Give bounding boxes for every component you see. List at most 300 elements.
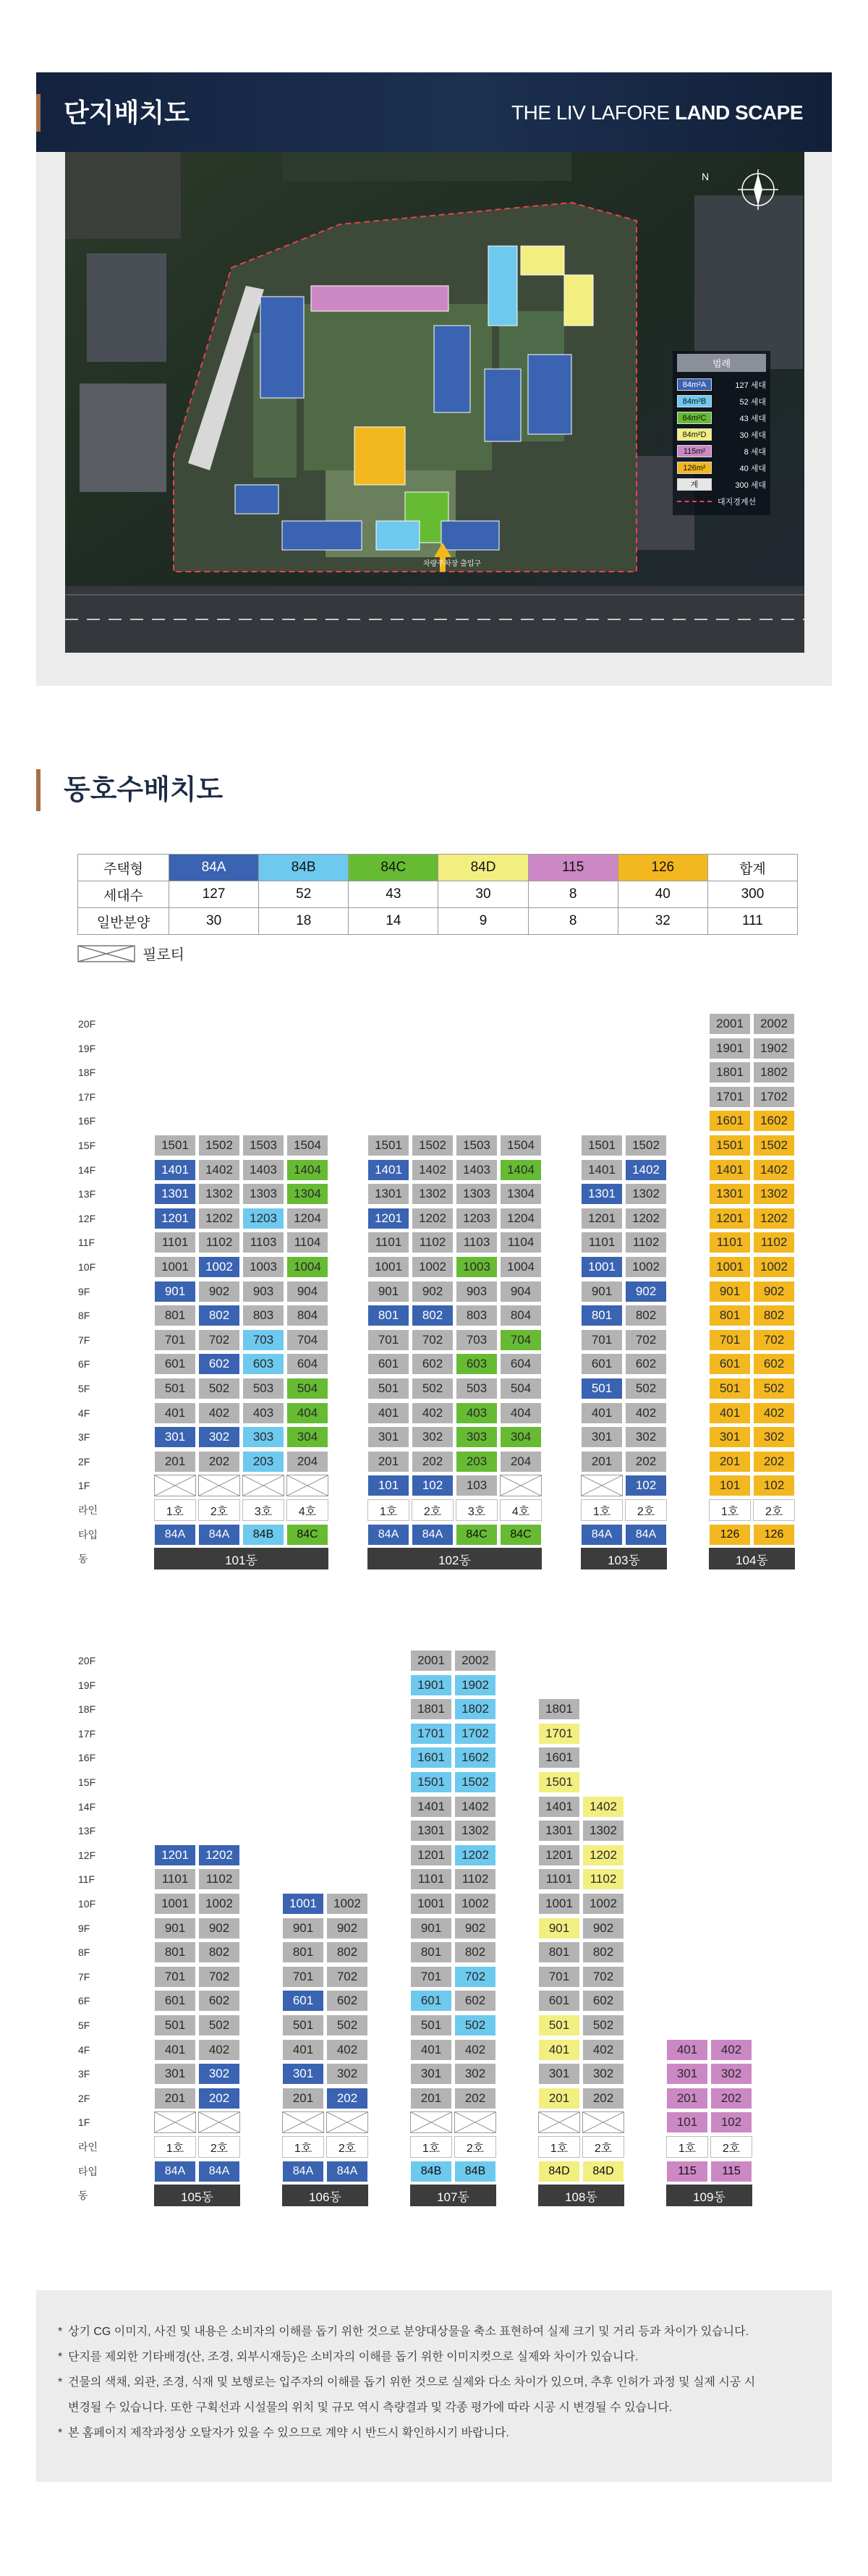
unit-cell: 1602 bbox=[753, 1110, 795, 1132]
unit-cell: 501 bbox=[581, 1378, 623, 1399]
unit-cell: 301 bbox=[154, 2063, 196, 2085]
unit-cell: 1301 bbox=[709, 1183, 751, 1205]
unit-cell: 701 bbox=[538, 1966, 580, 1988]
unit-cell: 1402 bbox=[412, 1159, 454, 1181]
unit-cell: 801 bbox=[581, 1305, 623, 1326]
line-cell: 2호 bbox=[198, 2136, 240, 2158]
unit-cell: 602 bbox=[198, 1353, 240, 1375]
section-accent-bar bbox=[36, 769, 41, 811]
unit-cell: 702 bbox=[625, 1329, 667, 1351]
piloti-cell bbox=[286, 1475, 328, 1496]
summary-cell: 111 bbox=[707, 908, 797, 935]
floor-label: 3F bbox=[78, 2068, 90, 2080]
summary-header-cell: 84B bbox=[259, 855, 349, 881]
unit-cell: 701 bbox=[410, 1966, 452, 1988]
floor-label: 8F bbox=[78, 1946, 90, 1959]
floor-label: 2F bbox=[78, 2092, 90, 2104]
unit-cell: 703 bbox=[242, 1329, 284, 1351]
summary-cell: 32 bbox=[618, 908, 707, 935]
unit-cell: 1304 bbox=[500, 1183, 542, 1205]
unit-cell: 202 bbox=[454, 2088, 496, 2109]
piloti-legend bbox=[77, 943, 184, 964]
floor-label: 14F bbox=[78, 1164, 96, 1176]
unit-cell: 802 bbox=[582, 1941, 624, 1963]
unit-cell: 702 bbox=[412, 1329, 454, 1351]
unit-cell: 801 bbox=[538, 1941, 580, 1963]
piloti-cell bbox=[242, 1475, 284, 1496]
unit-cell: 1801 bbox=[538, 1698, 580, 1720]
summary-cell: 14 bbox=[349, 908, 438, 935]
unit-cell: 101 bbox=[367, 1475, 409, 1496]
unit-cell: 904 bbox=[500, 1281, 542, 1302]
unit-cell: 801 bbox=[367, 1305, 409, 1326]
unit-cell: 201 bbox=[666, 2088, 708, 2109]
unit-cell: 303 bbox=[456, 1426, 498, 1448]
unit-cell: 1502 bbox=[454, 1771, 496, 1793]
summary-cell: 18 bbox=[259, 908, 349, 935]
unit-cell: 401 bbox=[154, 2039, 196, 2061]
title-accent-bar bbox=[36, 94, 41, 132]
line-cell: 1호 bbox=[367, 1499, 409, 1521]
unit-cell: 402 bbox=[753, 1402, 795, 1424]
unit-cell: 1401 bbox=[154, 1159, 196, 1181]
unit-cell: 1702 bbox=[454, 1723, 496, 1745]
unit-cell: 302 bbox=[753, 1426, 795, 1448]
unit-cell: 1102 bbox=[582, 1868, 624, 1890]
line-cell: 3호 bbox=[242, 1499, 284, 1521]
summary-header-cell: 84D bbox=[438, 855, 528, 881]
unit-cell: 603 bbox=[456, 1353, 498, 1375]
floor-label: 20F bbox=[78, 1655, 96, 1666]
line-cell: 2호 bbox=[326, 2136, 368, 2158]
unit-cell: 402 bbox=[198, 2039, 240, 2061]
unit-cell: 1001 bbox=[538, 1893, 580, 1915]
unit-cell: 1202 bbox=[198, 1844, 240, 1866]
unit-cell: 1102 bbox=[198, 1868, 240, 1890]
unit-cell: 801 bbox=[154, 1305, 196, 1326]
unit-cell: 1402 bbox=[753, 1159, 795, 1181]
unit-cell: 802 bbox=[198, 1941, 240, 1963]
summary-header-cell: 주택형 bbox=[78, 855, 169, 881]
piloti-cell bbox=[326, 2111, 368, 2133]
unit-cell: 1002 bbox=[625, 1256, 667, 1278]
unit-cell: 1901 bbox=[410, 1674, 452, 1696]
unit-cell: 1102 bbox=[454, 1868, 496, 1890]
unit-cell: 604 bbox=[500, 1353, 542, 1375]
type-cell: 84C bbox=[500, 1524, 542, 1546]
site-plan-section bbox=[36, 72, 832, 686]
unit-cell: 302 bbox=[582, 2063, 624, 2085]
unit-cell: 704 bbox=[500, 1329, 542, 1351]
unit-cell: 502 bbox=[198, 1378, 240, 1399]
unit-cell: 503 bbox=[456, 1378, 498, 1399]
piloti-cell bbox=[454, 2111, 496, 2133]
unit-cell: 602 bbox=[582, 1990, 624, 2012]
type-cell: 84B bbox=[242, 1524, 284, 1546]
line-cell: 2호 bbox=[582, 2136, 624, 2158]
unit-cell: 101 bbox=[666, 2111, 708, 2133]
unit-cell: 201 bbox=[709, 1451, 751, 1473]
summary-row bbox=[78, 881, 798, 908]
unit-cell: 601 bbox=[581, 1353, 623, 1375]
unit-cell: 303 bbox=[242, 1426, 284, 1448]
unit-cell: 601 bbox=[154, 1353, 196, 1375]
summary-cell: 8 bbox=[528, 881, 618, 908]
legend-row bbox=[677, 459, 766, 476]
unit-cell: 302 bbox=[198, 2063, 240, 2085]
floor-label: 4F bbox=[78, 1407, 90, 1419]
unit-cell: 1502 bbox=[625, 1135, 667, 1156]
unit-cell: 403 bbox=[242, 1402, 284, 1424]
unit-cell: 1302 bbox=[582, 1820, 624, 1842]
unit-cell: 1701 bbox=[538, 1723, 580, 1745]
site-plan-legend bbox=[673, 351, 770, 515]
unit-cell: 302 bbox=[454, 2063, 496, 2085]
unit-cell: 901 bbox=[410, 1918, 452, 1939]
unit-cell: 803 bbox=[242, 1305, 284, 1326]
site-plan-title: 단지배치도 bbox=[64, 98, 190, 127]
floor-label: 4F bbox=[78, 2043, 90, 2056]
unit-cell: 801 bbox=[709, 1305, 751, 1326]
legend-count: 52 세대 bbox=[739, 397, 766, 407]
unit-cell: 701 bbox=[709, 1329, 751, 1351]
unit-cell: 401 bbox=[367, 1402, 409, 1424]
unit-cell: 801 bbox=[410, 1941, 452, 1963]
unit-cell: 202 bbox=[625, 1451, 667, 1473]
summary-header-cell: 115 bbox=[528, 855, 618, 881]
legend-title: 범례 bbox=[677, 354, 766, 372]
piloti-label: 필로티 bbox=[142, 947, 184, 963]
unit-cell: 902 bbox=[753, 1281, 795, 1302]
unit-cell: 1501 bbox=[154, 1135, 196, 1156]
unit-cell: 404 bbox=[500, 1402, 542, 1424]
line-cell: 2호 bbox=[198, 1499, 240, 1521]
row-label-building: 동 bbox=[78, 1553, 88, 1565]
unit-cell: 202 bbox=[412, 1451, 454, 1473]
unit-cell: 2002 bbox=[454, 1650, 496, 1672]
unit-cell: 401 bbox=[154, 1402, 196, 1424]
legend-boundary bbox=[677, 493, 766, 509]
unit-cell: 401 bbox=[538, 2039, 580, 2061]
unit-cell: 802 bbox=[412, 1305, 454, 1326]
unit-cell: 201 bbox=[410, 2088, 452, 2109]
piloti-cell bbox=[198, 1475, 240, 1496]
unit-cell: 1001 bbox=[410, 1893, 452, 1915]
unit-cell: 1203 bbox=[242, 1208, 284, 1229]
unit-cell: 1504 bbox=[500, 1135, 542, 1156]
unit-cell: 1201 bbox=[154, 1208, 196, 1229]
unit-cell: 901 bbox=[154, 1918, 196, 1939]
summary-cell: 8 bbox=[528, 908, 618, 935]
unit-cell: 1102 bbox=[753, 1232, 795, 1253]
floor-label: 18F bbox=[78, 1703, 96, 1716]
unit-cell: 402 bbox=[198, 1402, 240, 1424]
unit-cell: 901 bbox=[282, 1918, 324, 1939]
unit-cell: 1302 bbox=[454, 1820, 496, 1842]
unit-cell: 801 bbox=[154, 1941, 196, 1963]
unit-cell: 1304 bbox=[286, 1183, 328, 1205]
unit-cell: 1202 bbox=[198, 1208, 240, 1229]
unit-cell: 802 bbox=[326, 1941, 368, 1963]
floor-label: 13F bbox=[78, 1825, 96, 1837]
unit-cell: 1002 bbox=[326, 1893, 368, 1915]
unit-cell: 1101 bbox=[367, 1232, 409, 1253]
unit-cell: 602 bbox=[198, 1990, 240, 2012]
unit-cell: 501 bbox=[538, 2014, 580, 2036]
summary-cell: 30 bbox=[438, 881, 528, 908]
unit-cell: 1301 bbox=[581, 1183, 623, 1205]
unit-cell: 1102 bbox=[625, 1232, 667, 1253]
unit-cell: 601 bbox=[367, 1353, 409, 1375]
unit-cell: 601 bbox=[538, 1990, 580, 2012]
unit-cell: 1002 bbox=[454, 1893, 496, 1915]
unit-cell: 901 bbox=[154, 1281, 196, 1302]
unit-cell: 402 bbox=[454, 2039, 496, 2061]
line-cell: 2호 bbox=[412, 1499, 454, 1521]
unit-cell: 1303 bbox=[242, 1183, 284, 1205]
unit-cell: 1204 bbox=[500, 1208, 542, 1229]
legend-row bbox=[677, 393, 766, 410]
unit-cell: 602 bbox=[326, 1990, 368, 2012]
floor-label: 16F bbox=[78, 1752, 96, 1764]
unit-cell: 203 bbox=[242, 1451, 284, 1473]
unit-cell: 1202 bbox=[412, 1208, 454, 1229]
type-cell: 84A bbox=[412, 1524, 454, 1546]
line-cell: 2호 bbox=[710, 2136, 752, 2158]
legend-chip: 계 bbox=[677, 478, 712, 491]
unit-cell: 802 bbox=[625, 1305, 667, 1326]
floor-label: 2F bbox=[78, 1455, 90, 1467]
unit-cell: 1401 bbox=[367, 1159, 409, 1181]
legend-chip: 84m²B bbox=[677, 395, 712, 407]
unit-cell: 1202 bbox=[582, 1844, 624, 1866]
unit-cell: 903 bbox=[242, 1281, 284, 1302]
unit-cell: 1702 bbox=[753, 1086, 795, 1108]
unit-cell: 1004 bbox=[286, 1256, 328, 1278]
line-cell: 2호 bbox=[753, 1499, 795, 1521]
unit-cell: 501 bbox=[709, 1378, 751, 1399]
unit-cell: 403 bbox=[456, 1402, 498, 1424]
unit-cell: 201 bbox=[538, 2088, 580, 2109]
unit-cell: 2002 bbox=[753, 1013, 795, 1035]
unit-cell: 402 bbox=[326, 2039, 368, 2061]
unit-cell: 902 bbox=[625, 1281, 667, 1302]
legend-boundary-label: 대지경계선 bbox=[718, 497, 757, 507]
unit-cell: 1101 bbox=[154, 1868, 196, 1890]
note-item: * 본 홈페이지 제작과정상 오탈자가 있을 수 있으므로 계약 시 반드시 확인하시기 바랍니다. bbox=[58, 2427, 509, 2439]
building-label: 109동 bbox=[666, 2185, 752, 2206]
unit-cell: 1102 bbox=[198, 1232, 240, 1253]
unit-cell: 1404 bbox=[500, 1159, 542, 1181]
unit-cell: 502 bbox=[454, 2014, 496, 2036]
piloti-cell bbox=[538, 2111, 580, 2133]
unit-cell: 902 bbox=[198, 1918, 240, 1939]
site-plan-header bbox=[36, 72, 832, 152]
unit-cell: 703 bbox=[456, 1329, 498, 1351]
unit-cell: 1001 bbox=[154, 1893, 196, 1915]
type-cell: 126 bbox=[709, 1524, 751, 1546]
unit-cell: 201 bbox=[282, 2088, 324, 2109]
line-cell: 1호 bbox=[666, 2136, 708, 2158]
floor-label: 9F bbox=[78, 1285, 90, 1297]
unit-cell: 204 bbox=[286, 1451, 328, 1473]
type-cell: 84A bbox=[154, 2161, 196, 2182]
unit-cell: 1101 bbox=[581, 1232, 623, 1253]
legend-row bbox=[677, 376, 766, 393]
type-cell: 84A bbox=[282, 2161, 324, 2182]
unit-cell: 1202 bbox=[753, 1208, 795, 1229]
unit-cell: 1801 bbox=[410, 1698, 452, 1720]
piloti-cell bbox=[282, 2111, 324, 2133]
unit-cell: 701 bbox=[581, 1329, 623, 1351]
unit-cell: 1401 bbox=[709, 1159, 751, 1181]
unit-cell: 502 bbox=[753, 1378, 795, 1399]
entrance-label: 차량주차장 출입구 bbox=[423, 560, 482, 568]
unit-cell: 404 bbox=[286, 1402, 328, 1424]
unit-cell: 1404 bbox=[286, 1159, 328, 1181]
unit-cell: 1402 bbox=[198, 1159, 240, 1181]
unit-cell: 1701 bbox=[709, 1086, 751, 1108]
unit-cell: 202 bbox=[198, 1451, 240, 1473]
floor-label: 13F bbox=[78, 1188, 96, 1200]
unit-cell: 301 bbox=[410, 2063, 452, 2085]
type-cell: 126 bbox=[753, 1524, 795, 1546]
floor-label: 20F bbox=[78, 1018, 96, 1030]
unit-cell: 701 bbox=[154, 1966, 196, 1988]
type-cell: 84A bbox=[367, 1524, 409, 1546]
line-cell: 1호 bbox=[709, 1499, 751, 1521]
floor-label: 19F bbox=[78, 1679, 96, 1691]
summary-header-row bbox=[78, 855, 798, 881]
unit-cell: 602 bbox=[753, 1353, 795, 1375]
floor-label: 5F bbox=[78, 1383, 90, 1394]
piloti-cell bbox=[581, 1475, 623, 1496]
unit-cell: 501 bbox=[154, 1378, 196, 1399]
line-cell: 1호 bbox=[581, 1499, 623, 1521]
unit-cell: 502 bbox=[412, 1378, 454, 1399]
unit-cell: 1002 bbox=[198, 1256, 240, 1278]
unit-cell: 702 bbox=[198, 1329, 240, 1351]
line-cell: 4호 bbox=[500, 1499, 542, 1521]
unit-cell: 301 bbox=[666, 2063, 708, 2085]
type-cell: 84A bbox=[625, 1524, 667, 1546]
unit-cell: 401 bbox=[581, 1402, 623, 1424]
summary-cell: 30 bbox=[169, 908, 259, 935]
floor-label: 6F bbox=[78, 1995, 90, 2007]
unit-cell: 701 bbox=[154, 1329, 196, 1351]
floor-label: 12F bbox=[78, 1849, 96, 1861]
unit-cell: 402 bbox=[412, 1402, 454, 1424]
type-cell: 84B bbox=[454, 2161, 496, 2182]
unit-cell: 902 bbox=[326, 1918, 368, 1939]
unit-cell: 1901 bbox=[709, 1038, 751, 1059]
building-label: 102동 bbox=[367, 1548, 542, 1569]
unit-cell: 1402 bbox=[625, 1159, 667, 1181]
unit-cell: 202 bbox=[582, 2088, 624, 2109]
unit-cell: 2001 bbox=[410, 1650, 452, 1672]
unit-cell: 1601 bbox=[709, 1110, 751, 1132]
unit-cell: 1302 bbox=[198, 1183, 240, 1205]
unit-cell: 1403 bbox=[456, 1159, 498, 1181]
unit-cell: 1104 bbox=[286, 1232, 328, 1253]
summary-cell: 127 bbox=[169, 881, 259, 908]
unit-cell: 202 bbox=[710, 2088, 752, 2109]
unit-cell: 901 bbox=[367, 1281, 409, 1302]
building-label: 104동 bbox=[709, 1548, 795, 1569]
unit-cell: 601 bbox=[410, 1990, 452, 2012]
floor-label: 16F bbox=[78, 1115, 96, 1127]
unit-cell: 1002 bbox=[198, 1893, 240, 1915]
legend-count: 8 세대 bbox=[744, 447, 766, 457]
floor-label: 3F bbox=[78, 1431, 90, 1444]
legend-row bbox=[677, 476, 766, 493]
unit-cell: 1501 bbox=[410, 1771, 452, 1793]
unit-cell: 704 bbox=[286, 1329, 328, 1351]
unit-cell: 802 bbox=[753, 1305, 795, 1326]
unit-cell: 1003 bbox=[456, 1256, 498, 1278]
unit-cell: 702 bbox=[198, 1966, 240, 1988]
unit-cell: 401 bbox=[282, 2039, 324, 2061]
note-item: * 단지를 제외한 기타배경(산, 조경, 외부시재등)은 소비자의 이해를 돕기 위한 이미지컷으로 실제와 차이가 있습니다. bbox=[58, 2351, 639, 2363]
unit-cell: 202 bbox=[753, 1451, 795, 1473]
line-cell: 2호 bbox=[454, 2136, 496, 2158]
unit-cell: 1001 bbox=[154, 1256, 196, 1278]
unit-cell: 1601 bbox=[538, 1747, 580, 1768]
unit-cell: 1802 bbox=[753, 1062, 795, 1083]
unit-cell: 1302 bbox=[753, 1183, 795, 1205]
row-label-type: 타입 bbox=[78, 2165, 98, 2177]
type-cell: 84B bbox=[410, 2161, 452, 2182]
unit-cell: 503 bbox=[242, 1378, 284, 1399]
floor-label: 7F bbox=[78, 1334, 90, 1346]
site-plan-english-title bbox=[511, 94, 803, 132]
unit-cell: 1401 bbox=[538, 1796, 580, 1818]
unit-cell: 301 bbox=[282, 2063, 324, 2085]
unit-cell: 1104 bbox=[500, 1232, 542, 1253]
type-cell: 84C bbox=[286, 1524, 328, 1546]
unit-cell: 502 bbox=[198, 2014, 240, 2036]
legend-count: 30 세대 bbox=[739, 431, 766, 440]
unit-cell: 1302 bbox=[625, 1183, 667, 1205]
legend-row bbox=[677, 426, 766, 443]
line-cell: 3호 bbox=[456, 1499, 498, 1521]
line-cell: 2호 bbox=[625, 1499, 667, 1521]
unit-cell: 1201 bbox=[367, 1208, 409, 1229]
unit-cell: 1101 bbox=[538, 1868, 580, 1890]
unit-cell: 201 bbox=[581, 1451, 623, 1473]
unit-cell: 1503 bbox=[456, 1135, 498, 1156]
unit-cell: 1403 bbox=[242, 1159, 284, 1181]
type-cell: 84A bbox=[198, 1524, 240, 1546]
unit-cell: 1002 bbox=[582, 1893, 624, 1915]
line-cell: 1호 bbox=[154, 2136, 196, 2158]
unit-cell: 401 bbox=[410, 2039, 452, 2061]
unit-cell: 301 bbox=[581, 1426, 623, 1448]
summary-header-cell: 126 bbox=[618, 855, 707, 881]
unit-cell: 1602 bbox=[454, 1747, 496, 1768]
unit-cell: 1501 bbox=[538, 1771, 580, 1793]
unit-cell: 802 bbox=[454, 1941, 496, 1963]
compass-n-label: N bbox=[702, 171, 710, 182]
building-label: 108동 bbox=[538, 2185, 624, 2206]
unit-cell: 402 bbox=[582, 2039, 624, 2061]
piloti-cell bbox=[582, 2111, 624, 2133]
line-cell: 1호 bbox=[410, 2136, 452, 2158]
floor-label: 1F bbox=[78, 2117, 90, 2129]
unit-cell: 302 bbox=[198, 1426, 240, 1448]
unit-cell: 101 bbox=[709, 1475, 751, 1496]
unit-summary-table bbox=[77, 854, 798, 935]
